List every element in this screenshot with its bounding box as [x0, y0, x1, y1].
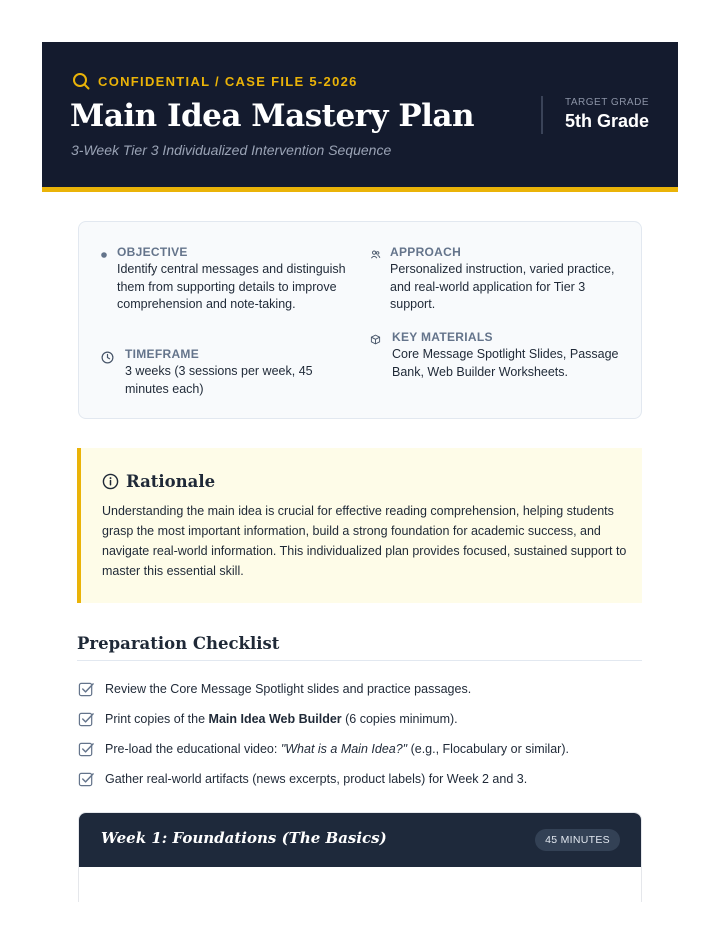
target-grade	[565, 97, 649, 132]
dot-icon	[101, 249, 113, 261]
materials-label: KEY MATERIALS	[392, 330, 493, 344]
checklist-item-text: Review the Core Message Spotlight slides and practice passages.	[105, 682, 472, 696]
checklist-title: Preparation Checklist	[77, 634, 280, 653]
rationale-text: Understanding the main idea is crucial for effective reading comprehension, helping students grasp the most important information, build a strong foundation for academic success, and navigate real-world information. This individualized plan provides focused, sustained support to master this essential skill.	[102, 504, 627, 578]
objective-label: OBJECTIVE	[117, 245, 188, 259]
search-icon	[72, 72, 90, 90]
confidential-label: CONFIDENTIAL / CASE FILE 5-2026	[98, 73, 358, 89]
timeframe-label: TIMEFRAME	[125, 347, 200, 361]
checklist-item[interactable]	[78, 674, 648, 704]
materials-text: Core Message Spotlight Slides, Passage Bank, Web Builder Worksheets.	[392, 347, 619, 379]
worksheet-name: Main Idea Web Builder	[208, 712, 342, 726]
checkbox-icon[interactable]	[78, 711, 95, 728]
users-icon	[370, 249, 381, 260]
checklist-item-text: Print copies of the Main Idea Web Builder (6 copies minimum).	[105, 712, 458, 726]
checklist-divider	[77, 660, 642, 661]
clock-icon	[101, 351, 114, 364]
rationale-callout	[77, 448, 642, 603]
target-grade-label: TARGET GRADE	[565, 97, 649, 108]
preparation-checklist	[78, 674, 648, 794]
target-grade-value: 5th Grade	[564, 111, 649, 131]
checklist-item[interactable]	[78, 704, 648, 734]
week-1-card	[78, 812, 642, 902]
objective-block	[101, 245, 351, 314]
video-title: "What is a Main Idea?"	[280, 742, 408, 756]
approach-text: Personalized instruction, varied practice, and real-world application for Tier 3 support.	[390, 262, 615, 311]
checkbox-icon[interactable]	[78, 741, 95, 758]
timeframe-text: 3 weeks (3 sessions per week, 45 minutes each)	[125, 364, 313, 396]
confidential-tag	[72, 72, 358, 90]
checkbox-icon[interactable]	[78, 771, 95, 788]
objective-text: Identify central messages and distinguish them from supporting details to improve comprehension and note-taking.	[117, 262, 346, 311]
materials-block	[370, 330, 625, 381]
week-1-header	[79, 813, 641, 867]
checkbox-icon[interactable]	[78, 681, 95, 698]
rationale-title: Rationale	[126, 472, 216, 491]
page-subtitle: 3-Week Tier 3 Individualized Intervention Sequence	[71, 142, 392, 158]
checklist-item-text: Pre-load the educational video: "What is a Main Idea?" (e.g., Flocabulary or similar).	[105, 742, 569, 756]
checklist-item[interactable]	[78, 764, 648, 794]
checklist-item[interactable]	[78, 734, 648, 764]
checklist-item-text: Gather real-world artifacts (news excerpts, product labels) for Week 2 and 3.	[105, 772, 528, 786]
approach-block	[370, 245, 620, 314]
page-title: Main Idea Mastery Plan	[70, 98, 475, 134]
rationale-heading	[102, 472, 215, 491]
grade-divider	[541, 96, 543, 134]
box-icon	[370, 334, 381, 345]
approach-label: APPROACH	[390, 245, 462, 259]
info-icon	[102, 473, 119, 490]
week-1-title: Week 1: Foundations (The Basics)	[101, 829, 387, 847]
timeframe-block	[101, 347, 351, 398]
document-header	[42, 42, 678, 192]
plan-overview-card	[78, 221, 642, 419]
duration-badge: 45 MINUTES	[535, 829, 620, 851]
